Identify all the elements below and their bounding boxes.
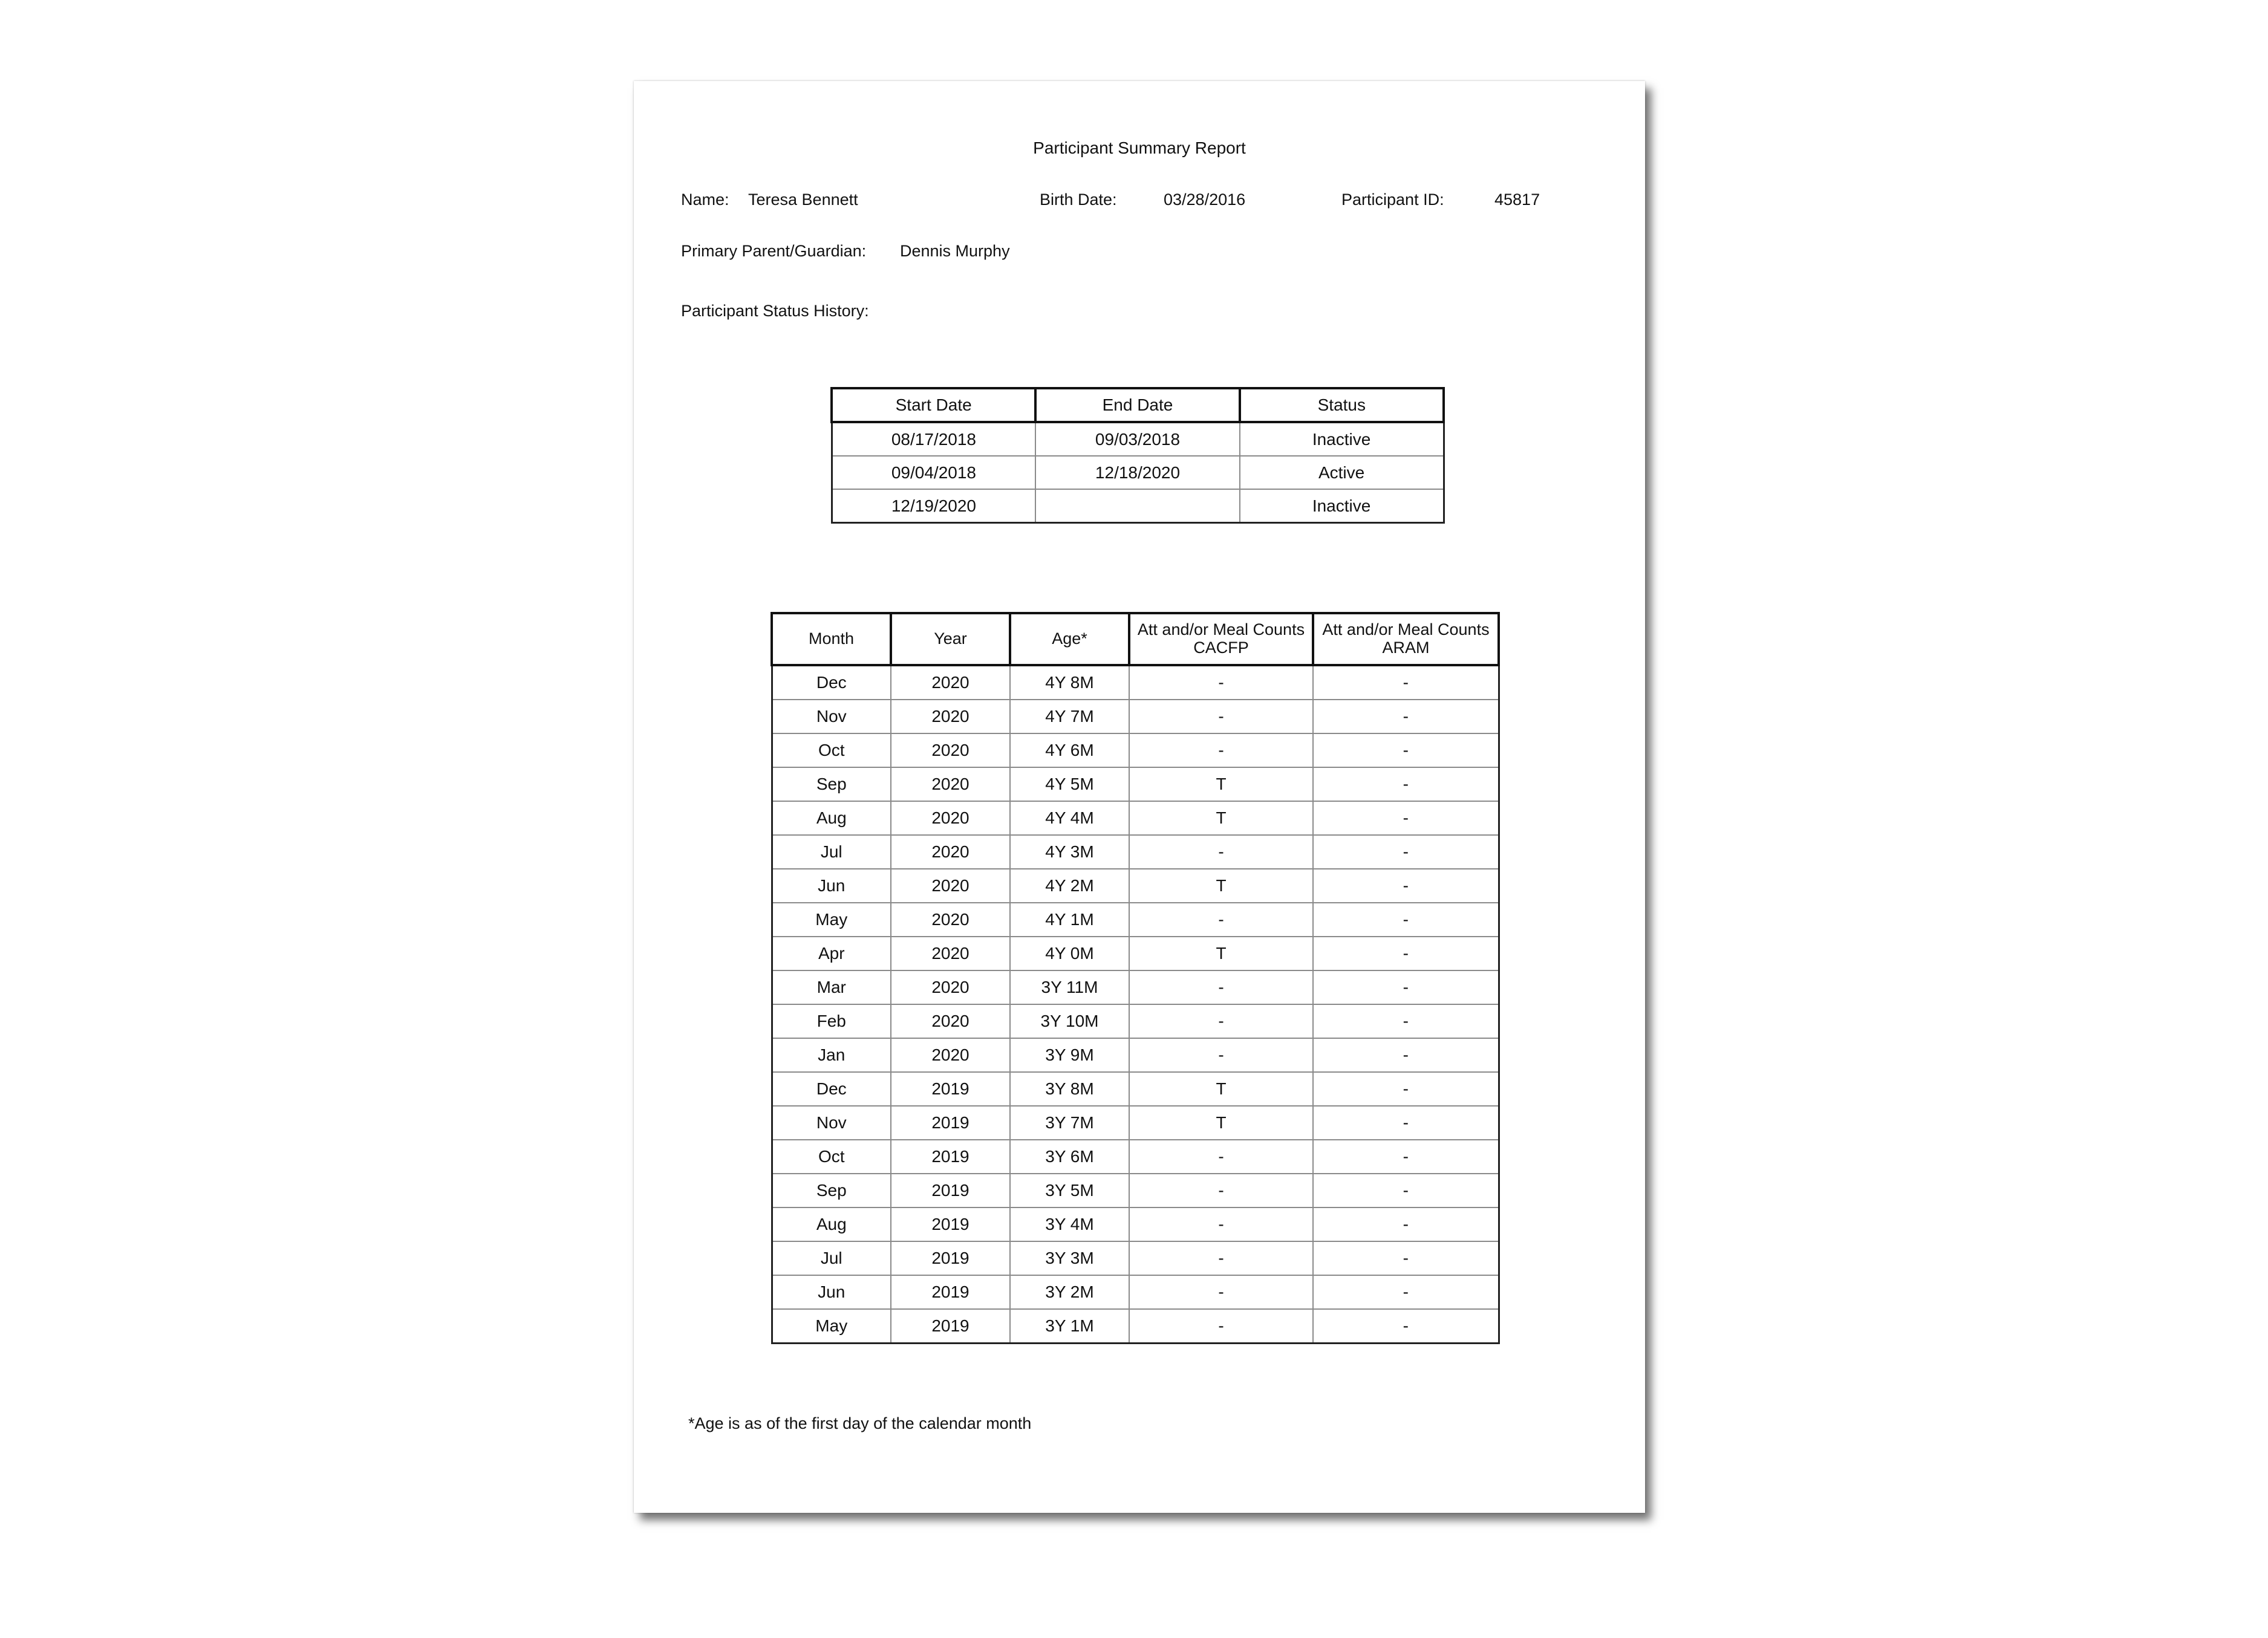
monthly-cell: 3Y 4M: [1010, 1207, 1129, 1241]
monthly-cell: 4Y 8M: [1010, 665, 1129, 700]
monthly-row: [772, 1241, 1499, 1275]
monthly-cell: Nov: [772, 1106, 891, 1140]
monthly-cell: -: [1313, 733, 1499, 767]
status-history-label: Participant Status History:: [681, 302, 869, 320]
monthly-cell: -: [1129, 1140, 1313, 1174]
monthly-row: [772, 1072, 1499, 1106]
monthly-cell: -: [1129, 1174, 1313, 1207]
monthly-cell: 3Y 3M: [1010, 1241, 1129, 1275]
monthly-cell: -: [1313, 869, 1499, 903]
monthly-cell: Feb: [772, 1004, 891, 1038]
status-col-end-date: End Date: [1035, 388, 1239, 422]
monthly-cell: 2019: [891, 1106, 1010, 1140]
monthly-cell: Nov: [772, 700, 891, 733]
monthly-cell: -: [1129, 835, 1313, 869]
monthly-cell: 3Y 10M: [1010, 1004, 1129, 1038]
monthly-header-row: [772, 613, 1499, 665]
monthly-cell: 2020: [891, 1038, 1010, 1072]
monthly-cell: -: [1129, 1241, 1313, 1275]
monthly-cell: 3Y 8M: [1010, 1072, 1129, 1106]
monthly-cell: -: [1313, 835, 1499, 869]
monthly-row: [772, 1140, 1499, 1174]
monthly-cell: 4Y 2M: [1010, 869, 1129, 903]
monthly-cell: 3Y 6M: [1010, 1140, 1129, 1174]
monthly-cell: 3Y 7M: [1010, 1106, 1129, 1140]
monthly-col-age: Age*: [1010, 613, 1129, 665]
monthly-row: [772, 869, 1499, 903]
participant-id-value: 45817: [1494, 190, 1540, 209]
monthly-cell: 2020: [891, 733, 1010, 767]
monthly-cell: 2020: [891, 665, 1010, 700]
monthly-cell: 4Y 6M: [1010, 733, 1129, 767]
monthly-cell: Jul: [772, 835, 891, 869]
status-cell: 12/18/2020: [1035, 456, 1239, 489]
status-col-status: Status: [1240, 388, 1444, 422]
monthly-cell: -: [1313, 1309, 1499, 1344]
status-header-row: [832, 388, 1444, 422]
monthly-cell: May: [772, 1309, 891, 1344]
monthly-cell: 3Y 9M: [1010, 1038, 1129, 1072]
monthly-row: [772, 1106, 1499, 1140]
monthly-cell: -: [1129, 1309, 1313, 1344]
monthly-col-cacfp: Att and/or Meal Counts CACFP: [1129, 613, 1313, 665]
monthly-cell: 2020: [891, 801, 1010, 835]
monthly-cell: 2020: [891, 937, 1010, 970]
monthly-cell: -: [1313, 1140, 1499, 1174]
monthly-cell: -: [1313, 1174, 1499, 1207]
status-row: [832, 422, 1444, 456]
monthly-cell: Sep: [772, 767, 891, 801]
monthly-cell: 3Y 2M: [1010, 1275, 1129, 1309]
status-cell: 09/04/2018: [832, 456, 1035, 489]
birth-date-label: Birth Date:: [1040, 190, 1117, 209]
monthly-cell: Aug: [772, 801, 891, 835]
monthly-cell: -: [1129, 903, 1313, 937]
monthly-cell: -: [1313, 801, 1499, 835]
monthly-row: [772, 1004, 1499, 1038]
monthly-cell: Jun: [772, 869, 891, 903]
monthly-col-year: Year: [891, 613, 1010, 665]
status-cell: 09/03/2018: [1035, 422, 1239, 456]
monthly-cell: 2020: [891, 903, 1010, 937]
monthly-cell: Apr: [772, 937, 891, 970]
monthly-cell: T: [1129, 937, 1313, 970]
monthly-cell: 2020: [891, 767, 1010, 801]
monthly-cell: 2019: [891, 1207, 1010, 1241]
monthly-cell: T: [1129, 767, 1313, 801]
monthly-cell: -: [1313, 1207, 1499, 1241]
monthly-cell: 3Y 11M: [1010, 970, 1129, 1004]
monthly-row: [772, 903, 1499, 937]
status-cell: 08/17/2018: [832, 422, 1035, 456]
monthly-cell: 2019: [891, 1072, 1010, 1106]
status-row: [832, 456, 1444, 489]
monthly-cell: Jan: [772, 1038, 891, 1072]
monthly-cell: -: [1313, 665, 1499, 700]
monthly-cell: -: [1313, 1241, 1499, 1275]
monthly-cell: T: [1129, 1072, 1313, 1106]
monthly-row: [772, 1174, 1499, 1207]
monthly-row: [772, 1309, 1499, 1344]
monthly-cell: -: [1129, 1207, 1313, 1241]
monthly-cell: Sep: [772, 1174, 891, 1207]
monthly-row: [772, 937, 1499, 970]
monthly-row: [772, 1038, 1499, 1072]
monthly-cell: -: [1313, 937, 1499, 970]
monthly-cell: 2019: [891, 1174, 1010, 1207]
age-footnote: *Age is as of the first day of the calendar month: [688, 1414, 1032, 1432]
monthly-cell: 4Y 3M: [1010, 835, 1129, 869]
monthly-cell: Mar: [772, 970, 891, 1004]
monthly-cell: Dec: [772, 665, 891, 700]
monthly-cell: -: [1313, 767, 1499, 801]
monthly-cell: Oct: [772, 1140, 891, 1174]
monthly-cell: -: [1129, 1038, 1313, 1072]
report-page: [634, 81, 1645, 1513]
monthly-cell: 4Y 7M: [1010, 700, 1129, 733]
name-value: Teresa Bennett: [748, 190, 858, 209]
monthly-cell: 2020: [891, 970, 1010, 1004]
monthly-row: [772, 700, 1499, 733]
status-cell: [1035, 489, 1239, 523]
monthly-cell: 3Y 1M: [1010, 1309, 1129, 1344]
guardian-label: Primary Parent/Guardian:: [681, 242, 867, 260]
monthly-row: [772, 835, 1499, 869]
monthly-cell: -: [1313, 970, 1499, 1004]
status-cell: Active: [1240, 456, 1444, 489]
monthly-row: [772, 733, 1499, 767]
monthly-cell: T: [1129, 801, 1313, 835]
monthly-row: [772, 767, 1499, 801]
status-history-table: [830, 387, 1445, 524]
monthly-cell: Jul: [772, 1241, 891, 1275]
monthly-cell: 4Y 4M: [1010, 801, 1129, 835]
monthly-cell: -: [1313, 1038, 1499, 1072]
monthly-counts-table: [771, 612, 1500, 1344]
monthly-cell: -: [1129, 1004, 1313, 1038]
monthly-cell: 2020: [891, 835, 1010, 869]
guardian-value: Dennis Murphy: [900, 242, 1010, 260]
monthly-cell: 2020: [891, 700, 1010, 733]
status-col-start-date: Start Date: [832, 388, 1035, 422]
monthly-cell: 4Y 0M: [1010, 937, 1129, 970]
monthly-row: [772, 970, 1499, 1004]
monthly-cell: 2019: [891, 1275, 1010, 1309]
report-title: Participant Summary Report: [1033, 138, 1246, 157]
monthly-cell: -: [1129, 665, 1313, 700]
monthly-cell: T: [1129, 1106, 1313, 1140]
monthly-row: [772, 665, 1499, 700]
monthly-cell: -: [1129, 970, 1313, 1004]
monthly-cell: -: [1313, 903, 1499, 937]
monthly-cell: 2019: [891, 1241, 1010, 1275]
monthly-cell: Jun: [772, 1275, 891, 1309]
monthly-cell: -: [1129, 1275, 1313, 1309]
monthly-col-month: Month: [772, 613, 891, 665]
monthly-row: [772, 1275, 1499, 1309]
monthly-cell: -: [1313, 700, 1499, 733]
monthly-cell: Dec: [772, 1072, 891, 1106]
monthly-cell: 2020: [891, 1004, 1010, 1038]
monthly-cell: 2019: [891, 1140, 1010, 1174]
monthly-cell: 3Y 5M: [1010, 1174, 1129, 1207]
monthly-cell: 2019: [891, 1309, 1010, 1344]
monthly-cell: -: [1129, 700, 1313, 733]
monthly-cell: 2020: [891, 869, 1010, 903]
name-label: Name:: [681, 190, 729, 209]
monthly-cell: T: [1129, 869, 1313, 903]
monthly-cell: -: [1313, 1072, 1499, 1106]
monthly-row: [772, 1207, 1499, 1241]
monthly-cell: -: [1129, 733, 1313, 767]
monthly-cell: 4Y 5M: [1010, 767, 1129, 801]
status-cell: 12/19/2020: [832, 489, 1035, 523]
monthly-cell: -: [1313, 1106, 1499, 1140]
birth-date-value: 03/28/2016: [1164, 190, 1246, 209]
monthly-row: [772, 801, 1499, 835]
status-row: [832, 489, 1444, 523]
monthly-col-aram: Att and/or Meal Counts ARAM: [1313, 613, 1499, 665]
monthly-cell: -: [1313, 1275, 1499, 1309]
monthly-cell: 4Y 1M: [1010, 903, 1129, 937]
monthly-cell: May: [772, 903, 891, 937]
monthly-cell: Oct: [772, 733, 891, 767]
status-cell: Inactive: [1240, 489, 1444, 523]
monthly-cell: -: [1313, 1004, 1499, 1038]
participant-id-label: Participant ID:: [1341, 190, 1444, 209]
monthly-cell: Aug: [772, 1207, 891, 1241]
status-cell: Inactive: [1240, 422, 1444, 456]
